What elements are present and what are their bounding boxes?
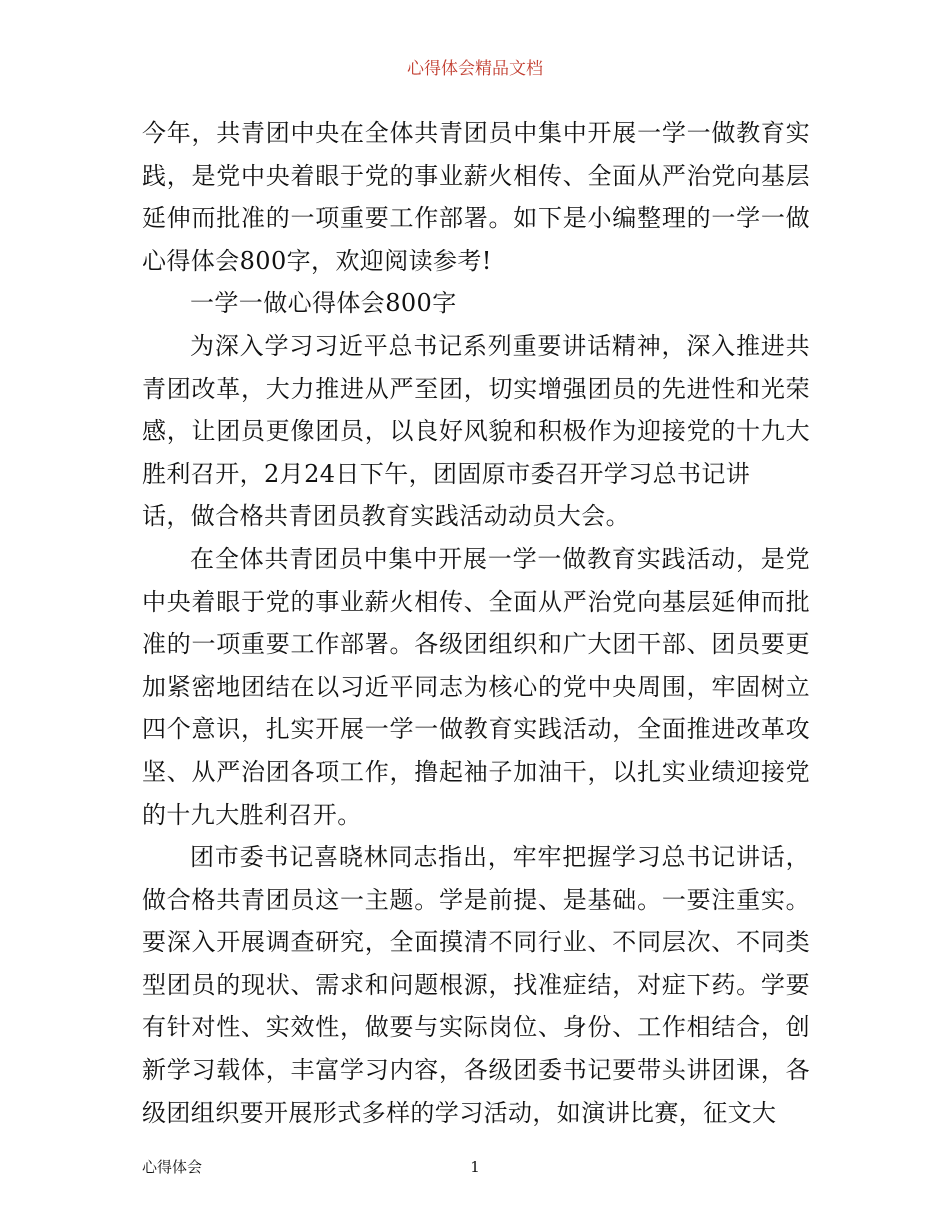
body-paragraph: 在全体共青团员中集中开展一学一做教育实践活动，是党中央着眼于党的事业薪火相传、全面从严治党向基层延伸而批准的一项重要工作部署。各级团组织和广大团干部、团员要更加紧密地团结在以习近平同志为核心的党中央周围，牢固树立四个意识，扎实开展一学一做教育实践活动，全面推进改革攻坚、从严治团各项工作，撸起袖子加油干，以扎实业绩迎接党的十九大胜利召开。 xyxy=(142,544,810,829)
body-paragraph-continuation: 话，做合格共青团员教育实践活动动员大会。 xyxy=(142,502,630,531)
document-body xyxy=(142,112,810,1134)
body-paragraph: 为深入学习习近平总书记系列重要讲话精神，深入推进共青团改革，大力推进从严至团，切实增强团员的先进性和光荣感，让团员更像团员，以良好风貌和积极作为迎接党的十九大胜利召开，2月24日下午，团固原市委召开学习总书记讲 xyxy=(142,331,810,488)
page-header-title: 心得体会精品文档 xyxy=(407,59,543,79)
section-heading: 一学一做心得体会800字 xyxy=(190,289,457,318)
intro-paragraph: 今年，共青团中央在全体共青团员中集中开展一学一做教育实践，是党中央着眼于党的事业薪火相传、全面从严治党向基层延伸而批准的一项重要工作部署。如下是小编整理的一学一做心得体会800字，欢迎阅读参考! xyxy=(142,119,810,275)
body-paragraph: 团市委书记喜晓林同志指出，牢牢把握学习总书记讲话，做合格共青团员这一主题。学是前提、是基础。一要注重实。要深入开展调查研究，全面摸清不同行业、不同层次、不同类型团员的现状、需求和问题根源，找准症结，对症下药。学要有针对性、实效性，做要与实际岗位、身份、工作相结合，创新学习载体，丰富学习内容，各级团委书记要带头讲团课，各级团组织要开展形式多样的学习活动，如演讲比赛，征文大 xyxy=(142,843,810,1127)
footer-label: 心得体会 xyxy=(142,1158,203,1176)
page-number: 1 xyxy=(470,1158,480,1176)
